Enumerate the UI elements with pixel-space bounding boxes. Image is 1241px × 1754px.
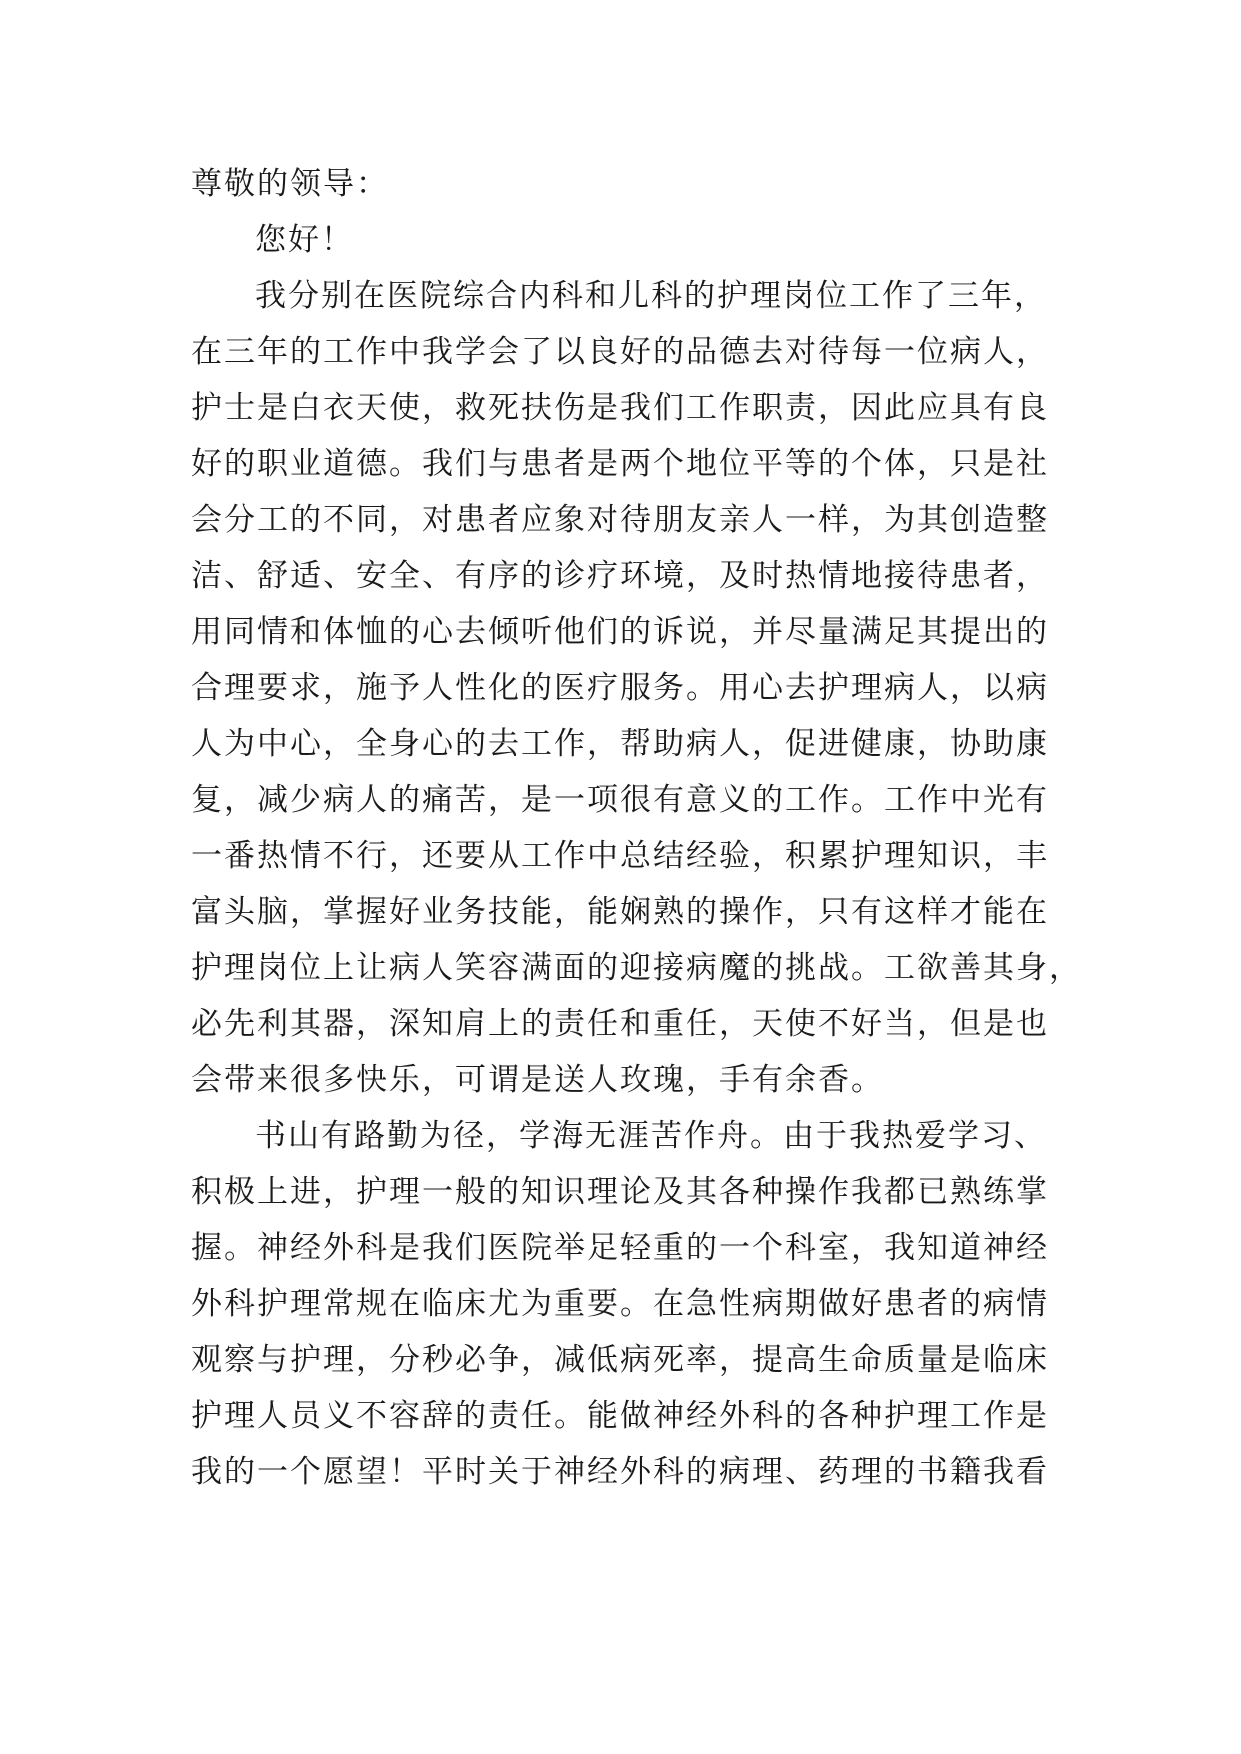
paragraph-line: 会带来很多快乐，可谓是送人玫瑰，手有余香。 <box>191 1062 884 1098</box>
paragraph-line: 积极上进，护理一般的知识理论及其各种操作我都已熟练掌 <box>191 1174 1049 1210</box>
paragraph-line: 复，减少病人的痛苦，是一项很有意义的工作。工作中光有 <box>191 782 1049 818</box>
paragraph-line: 在三年的工作中我学会了以良好的品德去对待每一位病人， <box>191 334 1049 370</box>
paragraph-line: 书山有路勤为径，学海无涯苦作舟。由于我热爱学习、 <box>255 1118 1047 1154</box>
paragraph-line: 我的一个愿望！平时关于神经外科的病理、药理的书籍我看 <box>191 1454 1049 1490</box>
letter-body <box>191 156 1082 1500</box>
paragraph-line: 一番热情不行，还要从工作中总结经验，积累护理知识，丰 <box>191 838 1049 874</box>
paragraph-1 <box>191 268 1082 1108</box>
paragraph-line: 外科护理常规在临床尤为重要。在急性病期做好患者的病情 <box>191 1286 1049 1322</box>
paragraph-line: 会分工的不同，对患者应象对待朋友亲人一样，为其创造整 <box>191 502 1049 538</box>
paragraph-line: 握。神经外科是我们医院举足轻重的一个科室，我知道神经 <box>191 1230 1049 1266</box>
paragraph-2 <box>191 1108 1057 1500</box>
paragraph-line: 护理岗位上让病人笑容满面的迎接病魔的挑战。工欲善其身， <box>191 950 1082 986</box>
paragraph-line: 护理人员义不容辞的责任。能做神经外科的各种护理工作是 <box>191 1398 1049 1434</box>
paragraph-line: 用同情和体恤的心去倾听他们的诉说，并尽量满足其提出的 <box>191 614 1049 650</box>
paragraph-line: 富头脑，掌握好业务技能，能娴熟的操作，只有这样才能在 <box>191 894 1049 930</box>
paragraph-line: 好的职业道德。我们与患者是两个地位平等的个体，只是社 <box>191 446 1049 482</box>
paragraph-line: 必先利其器，深知肩上的责任和重任，天使不好当，但是也 <box>191 1006 1049 1042</box>
greeting: 您好！ <box>255 222 354 258</box>
paragraph-line: 护士是白衣天使，救死扶伤是我们工作职责，因此应具有良 <box>191 390 1049 426</box>
paragraph-line: 我分别在医院综合内科和儿科的护理岗位工作了三年， <box>255 278 1047 314</box>
salutation: 尊敬的领导： <box>191 166 389 202</box>
paragraph-line: 观察与护理，分秒必争，减低病死率，提高生命质量是临床 <box>191 1342 1049 1378</box>
paragraph-line: 合理要求，施予人性化的医疗服务。用心去护理病人，以病 <box>191 670 1049 706</box>
paragraph-line: 人为中心，全身心的去工作，帮助病人，促进健康，协助康 <box>191 726 1049 762</box>
paragraph-line: 洁、舒适、安全、有序的诊疗环境，及时热情地接待患者， <box>191 558 1049 594</box>
